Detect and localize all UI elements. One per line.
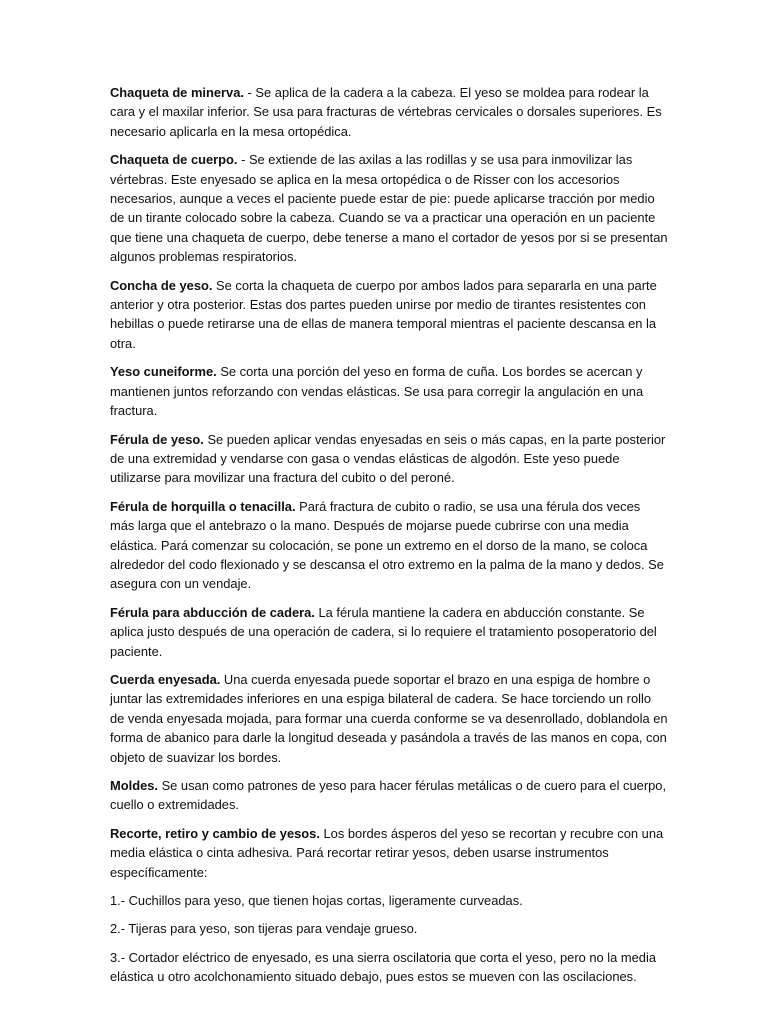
- paragraph-chaqueta-minerva: [110, 83, 668, 141]
- paragraph-concha-yeso: [110, 276, 668, 354]
- paragraph-term: Chaqueta de minerva.: [110, 85, 244, 100]
- paragraph-text: Se pueden aplicar vendas enyesadas en seis o más capas, en la parte posterior de una extremidad y vendarse con gasa o vendas elásticas de algodón. Este yeso puede utilizarse para movilizar una fractura del cubito o del peroné.: [110, 431, 666, 486]
- paragraph-text: Se corta la chaqueta de cuerpo por ambos lados para separarla en una parte anterior y otra posterior. Estas dos partes pueden unirse por medio de tirantes resistentes con hebillas o puede retirarse una de ellas de manera temporal mientras el paciente descansa en la otra.: [110, 277, 657, 351]
- paragraph-ferula-horquilla: [110, 497, 668, 594]
- paragraph-term: Férula de horquilla o tenacilla.: [110, 498, 296, 514]
- paragraph-cuerda-enyesada: [110, 670, 668, 767]
- paragraph-term: Chaqueta de cuerpo.: [110, 152, 238, 168]
- paragraph-text: Pará fractura de cubito o radio, se usa una férula dos veces más larga que el antebrazo o la mano. Después de mojarse puede cubrirse con una media elástica. Pará comenzar su colocación, se pone un extremo en el dorso de la mano, se coloca alrededor del codo flexionado y se descansa el otro extremo en la palma de la mano y dedos. Se asegura con un vendaje.: [110, 498, 664, 592]
- paragraph-text: Los bordes ásperos del yeso se recortan y recubre con una media elástica o cinta adhesiva. Pará recortar retirar yesos, deben usarse instrumentos específicamente:: [110, 825, 664, 880]
- list-item-tijeras: 2.- Tijeras para yeso, son tijeras para vendaje grueso.: [110, 921, 418, 937]
- paragraph-term: Moldes.: [110, 778, 158, 793]
- paragraph-yeso-cuneiforme: [110, 362, 668, 420]
- paragraph-term: Férula para abducción de cadera.: [110, 604, 315, 620]
- paragraph-term: Concha de yeso.: [110, 277, 213, 293]
- paragraph-text: - Se extiende de las axilas a las rodillas y se usa para inmovilizar las vértebras. Este enyesado se aplica en la mesa ortopédica o de Risser con los accesorios necesarios, aunque a veces el paciente puede estar de pie: puede aplicarse tracción por medio de un tirante colocado sobre la cabeza. Cuando se va a practicar una operación en un paciente que tiene una chaqueta de cuerpo, debe tenerse a mano el cortador de yesos por si se presentan algunos problemas respiratorios.: [110, 152, 668, 265]
- paragraph-ferula-yeso: [110, 430, 668, 488]
- paragraph-chaqueta-cuerpo: [110, 150, 668, 266]
- paragraph-text: - Se aplica de la cadera a la cabeza. El yeso se moldea para rodear la cara y el maxilar inferior. Se usa para fracturas de vértebras cervicales o dorsales superiores. Es necesario aplicarla en la mesa ortopédica.: [110, 85, 662, 139]
- paragraph-term: Cuerda enyesada.: [110, 671, 221, 687]
- paragraph-term: Yeso cuneiforme.: [110, 364, 217, 380]
- paragraph-text: La férula mantiene la cadera en abducción constante. Se aplica justo después de una operación de cadera, si lo requiere el tratamiento posoperatorio del paciente.: [110, 604, 657, 659]
- paragraph-text: Una cuerda enyesada puede soportar el brazo en una espiga de hombre o juntar las extremidades inferiores en una espiga bilateral de cadera. Se hace torciendo un rollo de venda enyesada mojada, para formar una cuerda conforme se va desenrollado, doblandola en forma de abanico para darle la longitud deseada y pasándola a través de las manos en copa, con objeto de suavizar los bordes.: [110, 671, 668, 765]
- paragraph-moldes: [110, 776, 668, 815]
- paragraph-term: Recorte, retiro y cambio de yesos.: [110, 825, 320, 841]
- list-item-cortador: 3.- Cortador eléctrico de enyesado, es una sierra oscilatoria que corta el yeso, pero no la media elástica u otro acolchonamiento situado debajo, pues estos se mueven con las oscilaciones.: [110, 949, 657, 985]
- paragraph-ferula-abduccion: [110, 603, 668, 661]
- paragraph-term: Férula de yeso.: [110, 431, 204, 447]
- paragraph-text: Se corta una porción del yeso en forma de cuña. Los bordes se acercan y mantienen juntos reforzando con vendas elásticas. Se usa para corregir la angulación en una fractura.: [110, 364, 644, 419]
- paragraph-text: Se usan como patrones de yeso para hacer férulas metálicas o de cuero para el cuerpo, cuello o extremidades.: [110, 778, 667, 813]
- list-item-cuchillos: 1.- Cuchillos para yeso, que tienen hojas cortas, ligeramente curveadas.: [110, 893, 523, 909]
- paragraph-recorte-retiro: [110, 824, 668, 882]
